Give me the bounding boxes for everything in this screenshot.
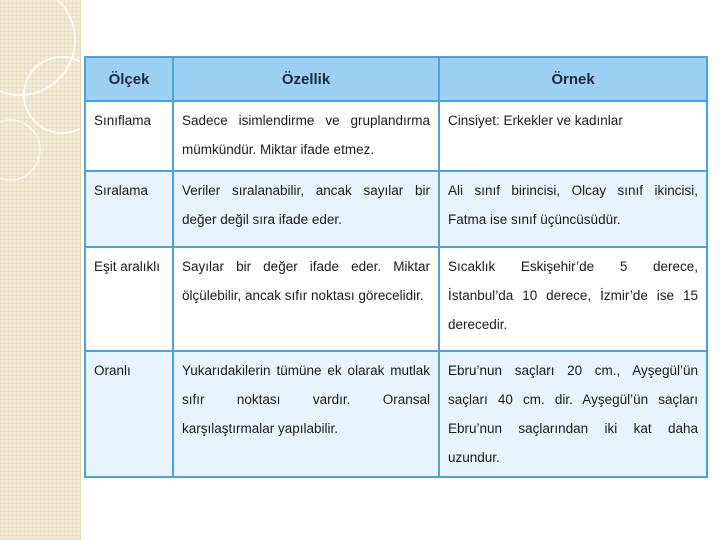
scale-example: Sıcaklık Eskişehir’de 5 derece, İstanbul’da 10 derece, İzmir’de ise 15 derecedir. <box>439 247 707 351</box>
header-scale: Ölçek <box>85 57 173 101</box>
scale-name: Eşit aralıklı <box>85 247 173 351</box>
scale-name: Oranlı <box>85 351 173 477</box>
measurement-scales-table <box>84 56 708 478</box>
scale-feature: Veriler sıralanabilir, ancak sayılar bir değer değil sıra ifade eder. <box>173 171 439 247</box>
table-header-row <box>85 57 707 101</box>
table-row <box>85 101 707 171</box>
decorative-side-strip <box>0 0 81 540</box>
scale-example: Ali sınıf birincisi, Olcay sınıf ikincisi, Fatma ise sınıf üçüncüsüdür. <box>439 171 707 247</box>
scale-feature: Sayılar bir değer ifade eder. Miktar ölçülebilir, ancak sıfır noktası görecelidir. <box>173 247 439 351</box>
scale-name: Sınıflama <box>85 101 173 171</box>
scale-example: Ebru’nun saçları 20 cm., Ayşegül’ün saçları 40 cm. dir. Ayşegül’ün saçları Ebru’nun saçlarından iki kat daha uzundur. <box>439 351 707 477</box>
table-row <box>85 171 707 247</box>
decorative-circles <box>0 0 80 540</box>
scale-name: Sıralama <box>85 171 173 247</box>
header-feature: Özellik <box>173 57 439 101</box>
table-row <box>85 351 707 477</box>
header-example: Örnek <box>439 57 707 101</box>
scale-example: Cinsiyet: Erkekler ve kadınlar <box>439 101 707 171</box>
scale-feature: Yukarıdakilerin tümüne ek olarak mutlak sıfır noktası vardır. Oransal karşılaştırmalar yapılabilir. <box>173 351 439 477</box>
scale-feature: Sadece isimlendirme ve gruplandırma mümkündür. Miktar ifade etmez. <box>173 101 439 171</box>
table-row <box>85 247 707 351</box>
